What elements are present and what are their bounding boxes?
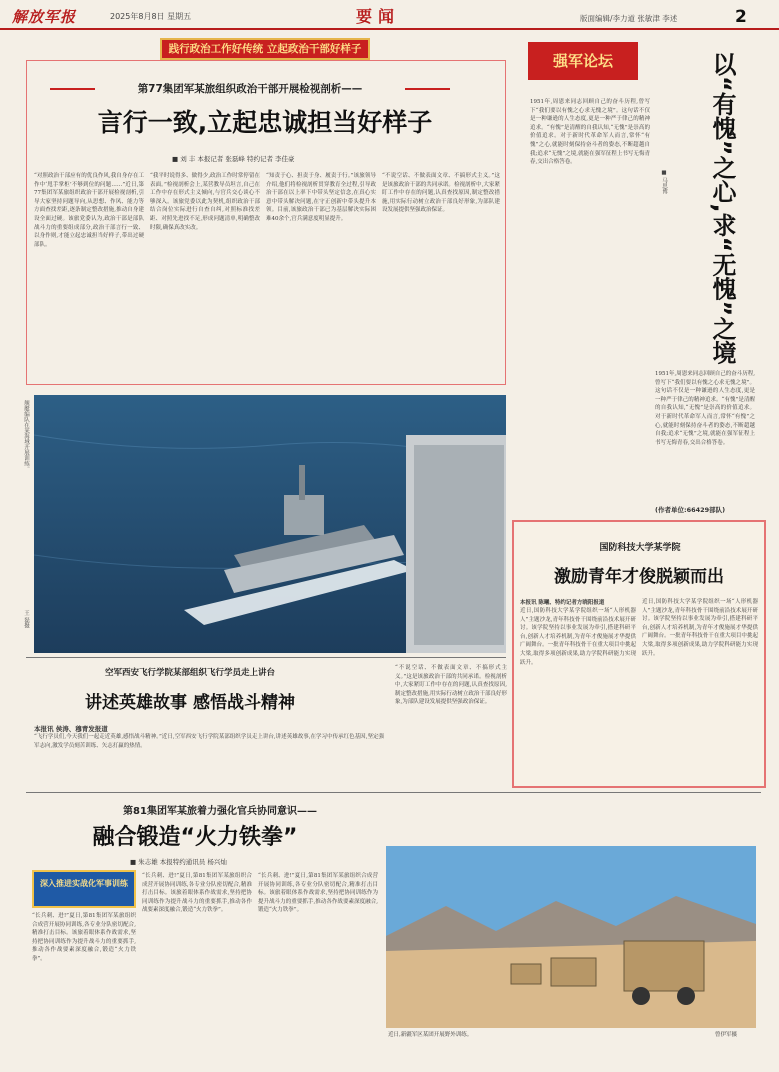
lead-column-1: “对照政治干部应有的优良作风,我自身存在工作中‘甩手掌柜’不够到位的问题……”近日,第77集团军某旅组织政治干部开展检视剖析,引导大家坚持问题导向,从思想、作风、能力等方面查找差距,逐条制定整改措施,推动自身建设全面过硬。该旅党委认为,政治干部是部队战斗力的重要组成部分,政治干部言行一致、以身作则,才能立起忠诚担当好样子,带出过硬部队。 — [34, 173, 144, 248]
sidebar-body-2: 1951年,周恩来同志回顾自己的奋斗历程,曾写下“我们要以有愧之心求无愧之境”。这句话不仅是一种谦逊的人生态度,更是一种严于律己的精神追求。“有愧”是清醒的自我认知,“无愧”是崇高的价值追求。对于新时代革命军人而言,常怀“有愧”之心,就能时刻保持奋斗者的姿态,不断超越自我;追求“无愧”之境,就能在强军征程上书写无悔青春,交出合格答卷。 — [655, 371, 755, 446]
campaign-banner: 践行政治工作好传统 立起政治干部好样子 — [160, 38, 370, 60]
page-number: 2 — [735, 7, 747, 27]
drill-column-3: “长兵刺、进!”夏日,第81集团军某旅组织合成营开展协同训练,各专业分队密切配合,精准打击目标。该旅着眼体系作战需求,坚持把协同训练作为提升战斗力的重要抓手,推动各作战要素深度融合,锻造“火力铁拳”。 — [258, 873, 378, 914]
feature-column-2: 近日,国防科技大学某学院组织一场“人形机器人”主题沙龙,青年科技骨干围绕前沿技术展开研讨。该学院坚持以事业发展为牵引,搭建科研平台,创新人才培养机制,为青年才俊施展才华提供广阔舞台。一批青年科技骨干在重大项目中挑起大梁,取得多项创新成果,助力学院科研能力实现跃升。 — [642, 599, 758, 657]
feature-kicker: 国防科技大学某学院 — [599, 543, 681, 553]
kicker-left-rule — [50, 88, 95, 90]
academy-byline: 本报讯 侯涛、穆青发报道 — [34, 725, 108, 733]
lead-column-3: “知责于心、担责于身、履责于行。”该旅领导介绍,他们将检视剖析贯穿教育全过程,引导政治干部在以上率下中带头坚定信念,在真心实意中带头解决问题,在守正创新中带头提升本领。目前,该旅政治干部已为基层解决实际困难40余个,官兵满意度明显提升。 — [266, 173, 376, 222]
sidebar-author: ■ 马思博 — [661, 170, 667, 195]
kicker-right-rule — [405, 88, 450, 90]
sidebar-body-1: 1951年,周恩来同志回顾自己的奋斗历程,曾写下“我们要以有愧之心求无愧之境”。这句话不仅是一种谦逊的人生态度,更是一种严于律己的精神追求。“有愧”是清醒的自我认知,“无愧”是崇高的价值追求。对于新时代革命军人而言,常怀“有愧”之心,就能时刻保持奋斗者的姿态,不断超越自我;追求“无愧”之境,就能在强军征程上书写无悔青春,交出合格答卷。 — [530, 99, 650, 166]
lead-column-2: “我平时说得多、做得少,政治工作时常停留在表面。”检视剖析会上,某营教导员坦言,自己在工作中存在形式主义倾向,与官兵交心谈心不够深入。该旅党委以此为契机,组织政治干部结合岗位实际进行自查自纠,对照标准找差距、对照先进找不足,形成问题清单,明确整改时限,确保真改实改。 — [150, 173, 260, 231]
issue-date: 2025年8月8日 星期五 — [110, 12, 192, 21]
section-title: 要闻 — [356, 7, 401, 26]
lead-kicker: 第77集团军某旅组织政治干部开展检视剖析—— — [137, 83, 363, 95]
feature-byline: 本报讯 陈曦、特约记者方晓阳报道 — [520, 600, 605, 606]
drill-column-2: “长兵刺、进!”夏日,第81集团军某旅组织合成营开展协同训练,各专业分队密切配合,精准打击目标。该旅着眼体系作战需求,坚持把协同训练作为提升战斗力的重要抓手,推动各作战要素深度融合,锻造“火力铁拳”。 — [142, 873, 252, 914]
lead-headline: 言行一致,立起忠诚担当好样子 — [97, 108, 433, 137]
academy-extra: “不说空话、不做表面文章、不搞形式主义。”这是该旅政治干部的共同承诺。检视剖析中,大家紧盯工作中存在的问题,认真查找原因,制定整改措施,用实际行动树立政治干部良好形象,为部队建设发展提供坚强政治保证。 — [395, 665, 507, 706]
academy-body: “飞行学员们,今天我们一起走近英雄,感悟战斗精神。”近日,空军西安飞行学院某部组织学员走上讲台,讲述英雄故事,在学习中传承红色基因,坚定强军志向,激发学员刻苦训练、矢志打赢的热情。 — [34, 734, 384, 749]
training-tag-label: 深入推进实战化军事训练 — [40, 879, 128, 888]
academy-top-rule — [26, 657, 506, 658]
ship-photo-caption: 舰艇编队在某海域开展训练。 — [23, 400, 29, 472]
academy-headline: 讲述英雄故事 感悟战斗精神 — [85, 693, 295, 713]
drill-byline: ■ 朱志雄 本报特约通讯员 杨兴灿 — [130, 858, 227, 866]
lead-byline: ■ 刘 丰 本报记者 张磊峰 特约记者 李佳豪 — [172, 155, 295, 163]
academy-kicker: 空军西安飞行学院某部组织飞行学员走上讲台 — [104, 668, 275, 678]
sidebar-title: 以“有愧”之心,求“无愧”之境 — [708, 52, 736, 365]
sidebar-label-box — [528, 42, 638, 80]
page-editors: 版面编辑/李力道 张敏津 李述 — [580, 14, 678, 23]
naval-ship-photo — [34, 395, 506, 653]
sidebar-label: 强军论坛 — [552, 52, 613, 70]
drill-top-rule — [26, 792, 761, 793]
desert-convoy-photo — [386, 846, 756, 1028]
training-tag — [32, 870, 136, 908]
drill-headline: 融合锻造“火力铁拳” — [92, 825, 298, 850]
feature-headline: 激励青年才俊脱颖而出 — [554, 567, 724, 587]
drill-column-1: “长兵刺、进!”夏日,第81集团军某旅组织合成营开展协同训练,各专业分队密切配合,精准打击目标。该旅着眼体系作战需求,坚持把协同训练作为提升战斗力的重要抓手,推动各作战要素深度融合,锻造“火力铁拳”。 — [32, 913, 136, 962]
desert-photo-caption: 近日,新疆军区某团开展野外训练。 — [388, 1032, 473, 1038]
sidebar-author-unit: (作者单位:66429部队) — [655, 506, 726, 514]
lead-column-4: “不说空话、不做表面文章、不搞形式主义。”这是该旅政治干部的共同承诺。检视剖析中,大家紧盯工作中存在的问题,认真查找原因,制定整改措施,用实际行动树立政治干部良好形象,为部队建设发展提供坚强政治保证。 — [382, 173, 500, 214]
desert-photo-credit: 曾伊军摄 — [715, 1032, 738, 1038]
ship-photo-credit: 王 磊摄 — [23, 610, 29, 629]
newspaper-logo: 解放军报 — [12, 8, 77, 26]
drill-kicker: 第81集团军某旅着力强化官兵协同意识—— — [123, 806, 317, 817]
feature-column-1: 近日,国防科技大学某学院组织一场“人形机器人”主题沙龙,青年科技骨干围绕前沿技术展开研讨。该学院坚持以事业发展为牵引,搭建科研平台,创新人才培养机制,为青年才俊施展才华提供广阔舞台。一批青年科技骨干在重大项目中挑起大梁,取得多项创新成果,助力学院科研能力实现跃升。 — [520, 608, 636, 666]
